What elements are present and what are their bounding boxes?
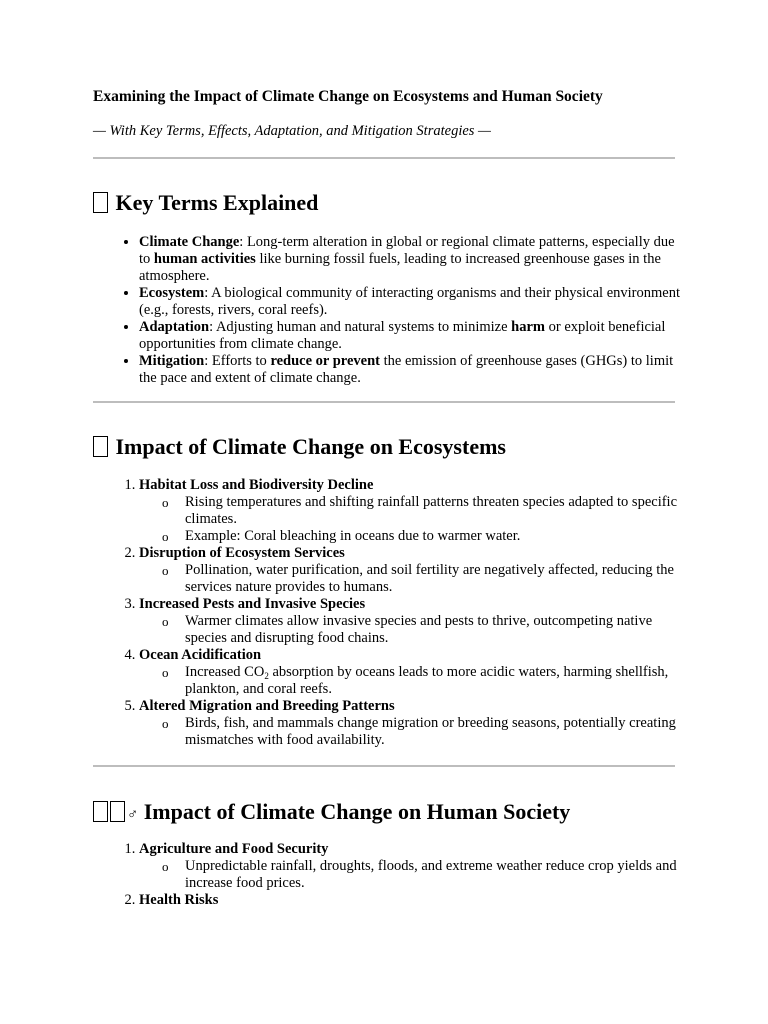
term-emphasis: reduce or prevent [270, 353, 380, 369]
sub-list-item: o Warmer climates allow invasive species and pests to thrive, outcompeting native species and disrupting food chains. [185, 613, 683, 647]
document-title: Examining the Impact of Climate Change on Ecosystems and Human Society [93, 88, 603, 105]
sub-list-item: o Example: Coral bleaching in oceans due to warmer water. [185, 528, 683, 545]
society-list [93, 841, 683, 909]
divider [93, 401, 675, 403]
sub-list-item: o Birds, fish, and mammals change migration or breeding seasons, potentially creating mismatches with food availability. [185, 715, 683, 749]
term-emphasis: harm [511, 319, 546, 335]
item-title: Ocean Acidification [139, 647, 262, 663]
section-heading-society [93, 799, 570, 825]
male-sign-icon: ♂ [127, 807, 139, 823]
term-label: Mitigation [139, 353, 205, 369]
term-emphasis: human activities [153, 251, 256, 267]
missing-glyph-icon [110, 801, 125, 822]
list-item [139, 647, 683, 698]
sub-list [139, 664, 683, 698]
section-heading-text: Impact of Climate Change on Human Society [143, 799, 571, 824]
section-heading-ecosystems [93, 434, 506, 460]
term-text: like burning fossil fuels, leading to increased greenhouse gases in the atmosphere. [139, 251, 661, 284]
section-heading-text: Impact of Climate Change on Ecosystems [115, 434, 506, 459]
co2-text: absorption by oceans leads to more acidic waters, harming shellfish, plankton, and coral reefs. [185, 664, 669, 697]
co2-text: Increased CO [185, 664, 265, 680]
list-item [139, 477, 683, 545]
list-item [139, 545, 683, 596]
term-label: Climate Change [139, 234, 240, 250]
sub-list [139, 494, 683, 545]
term-text: or exploit beneficial opportunities from climate change. [139, 319, 666, 352]
divider [93, 765, 675, 767]
term-label: Ecosystem [139, 285, 205, 301]
item-title: Health Risks [139, 892, 219, 908]
list-item [139, 319, 683, 353]
list-item [139, 698, 683, 749]
sub-list [139, 613, 683, 647]
list-item [139, 841, 683, 892]
missing-glyph-icon [93, 436, 108, 457]
sub-list [139, 715, 683, 749]
list-item [139, 353, 683, 387]
list-item [139, 596, 683, 647]
section-heading-key-terms [93, 190, 318, 216]
term-text: the emission of greenhouse gases (GHGs) to limit the pace and extent of climate change. [139, 353, 674, 386]
item-title: Disruption of Ecosystem Services [139, 545, 345, 561]
term-text: : A biological community of interacting organisms and their physical environment (e.g., forests, rivers, coral reefs). [139, 285, 680, 318]
society-list-block [93, 841, 683, 909]
list-item [139, 892, 683, 909]
item-title: Agriculture and Food Security [139, 841, 329, 857]
list-item [139, 285, 683, 319]
sub-list [139, 562, 683, 596]
missing-glyph-icon [93, 192, 108, 213]
sub-list-item [185, 664, 683, 698]
sub-list-item: o Pollination, water purification, and soil fertility are negatively affected, reducing the services nature provides to humans. [185, 562, 683, 596]
term-text: : Efforts to [204, 353, 271, 369]
item-title: Altered Migration and Breeding Patterns [139, 698, 395, 714]
term-text: : Long-term alteration in global or regional climate patterns, especially due to [139, 234, 675, 267]
divider [93, 157, 675, 159]
document-subtitle: — With Key Terms, Effects, Adaptation, and Mitigation Strategies — [93, 123, 491, 139]
co2-subscript: 2 [264, 671, 269, 681]
ecosystems-list-block [93, 477, 683, 749]
section-heading-text: Key Terms Explained [115, 190, 319, 215]
term-label: Adaptation [139, 319, 210, 335]
item-title: Habitat Loss and Biodiversity Decline [139, 477, 374, 493]
list-item [139, 234, 683, 285]
term-text: : Adjusting human and natural systems to minimize [209, 319, 512, 335]
missing-glyph-icon [93, 801, 108, 822]
sub-list [139, 858, 683, 892]
sub-list-item: o Unpredictable rainfall, droughts, floods, and extreme weather reduce crop yields and increase food prices. [185, 858, 683, 892]
key-terms-list [93, 234, 683, 387]
ecosystems-list [93, 477, 683, 749]
key-terms-list-block [93, 234, 683, 387]
item-title: Increased Pests and Invasive Species [139, 596, 366, 612]
sub-list-item: o Rising temperatures and shifting rainfall patterns threaten species adapted to specific climates. [185, 494, 683, 528]
